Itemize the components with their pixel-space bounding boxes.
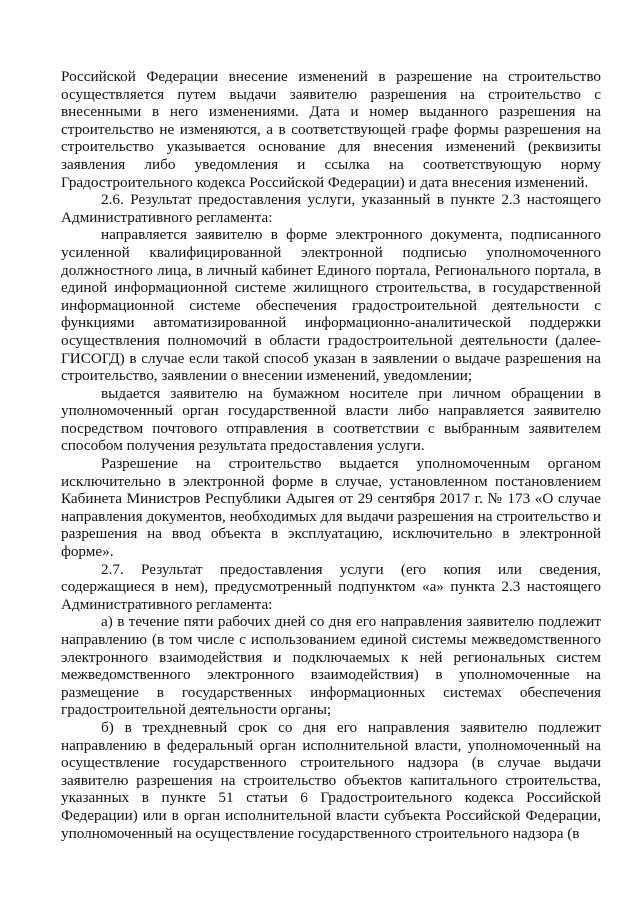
document-page <box>61 68 601 842</box>
paragraph-electronic-only: Разрешение на строительство выдается уполномоченным органом исключительно в электронной форме в случае, установленном постановлением Кабинета Министров Республики Адыгея от 29 сентября 2017 г. № 173 «О случае направления документов, необходимых для выдачи разрешения на строительство и разрешения на ввод объекта в эксплуатацию, исключительно в электронной форме». <box>61 455 601 561</box>
paragraph-2-7: 2.7. Результат предоставления услуги (его копия или сведения, содержащиеся в нем), предусмотренный подпунктом «а» пункта 2.3 настоящего Административного регламента: <box>61 560 601 613</box>
paragraph-2-6: 2.6. Результат предоставления услуги, указанный в пункте 2.3 настоящего Административного регламента: <box>61 191 601 226</box>
paragraph-item-a: а) в течение пяти рабочих дней со дня его направления заявителю подлежит направлению (в том числе с использованием единой системы межведомственного электронного взаимодействия и подключаемых к ней региональных систем межведомственного электронного взаимодействия) в уполномоченные на размещение в государственных информационных системах обеспечения градостроительной деятельности органы; <box>61 613 601 719</box>
paragraph-electronic-delivery: направляется заявителю в форме электронного документа, подписанного усиленной квалифицированной электронной подписью уполномоченного должностного лица, в личный кабинет Единого портала, Регионального портала, в единой информационной системе жилищного строительства, в государственной информационной системе обеспечения градостроительной деятельности с функциями автоматизированной информационно-аналитической поддержки осуществления полномочий в области градостроительной деятельности (далее-ГИСОГД) в случае если такой способ указан в заявлении о выдаче разрешения на строительство, заявлении о внесении изменений, уведомлении; <box>61 226 601 385</box>
paragraph-item-b: б) в трехдневный срок со дня его направления заявителю подлежит направлению в федеральный орган исполнительной власти, уполномоченный на осуществление государственного строительного надзора (в случае выдачи заявителю разрешения на строительство объектов капитального строительства, указанных в пункте 51 статьи 6 Градостроительного кодекса Российской Федерации) или в орган исполнительной власти субъекта Российской Федерации, уполномоченный на осуществление государственного строительного надзора (в <box>61 718 601 842</box>
paragraph-paper-delivery: выдается заявителю на бумажном носителе при личном обращении в уполномоченный орган государственной власти либо направляется заявителю посредством почтового отправления в соответствии с выбранным заявителем способом получения результата предоставления услуги. <box>61 384 601 455</box>
paragraph-intro: Российской Федерации внесение изменений в разрешение на строительство осуществляется путем выдачи заявителю разрешения на строительство с внесенными в него изменениями. Дата и номер выданного разрешения на строительство не изменяются, а в соответствующей графе формы разрешения на строительство указывается основание для внесения изменений (реквизиты заявления либо уведомления и ссылка на соответствующую норму Градостроительного кодекса Российской Федерации) и дата внесения изменений. <box>61 68 601 191</box>
